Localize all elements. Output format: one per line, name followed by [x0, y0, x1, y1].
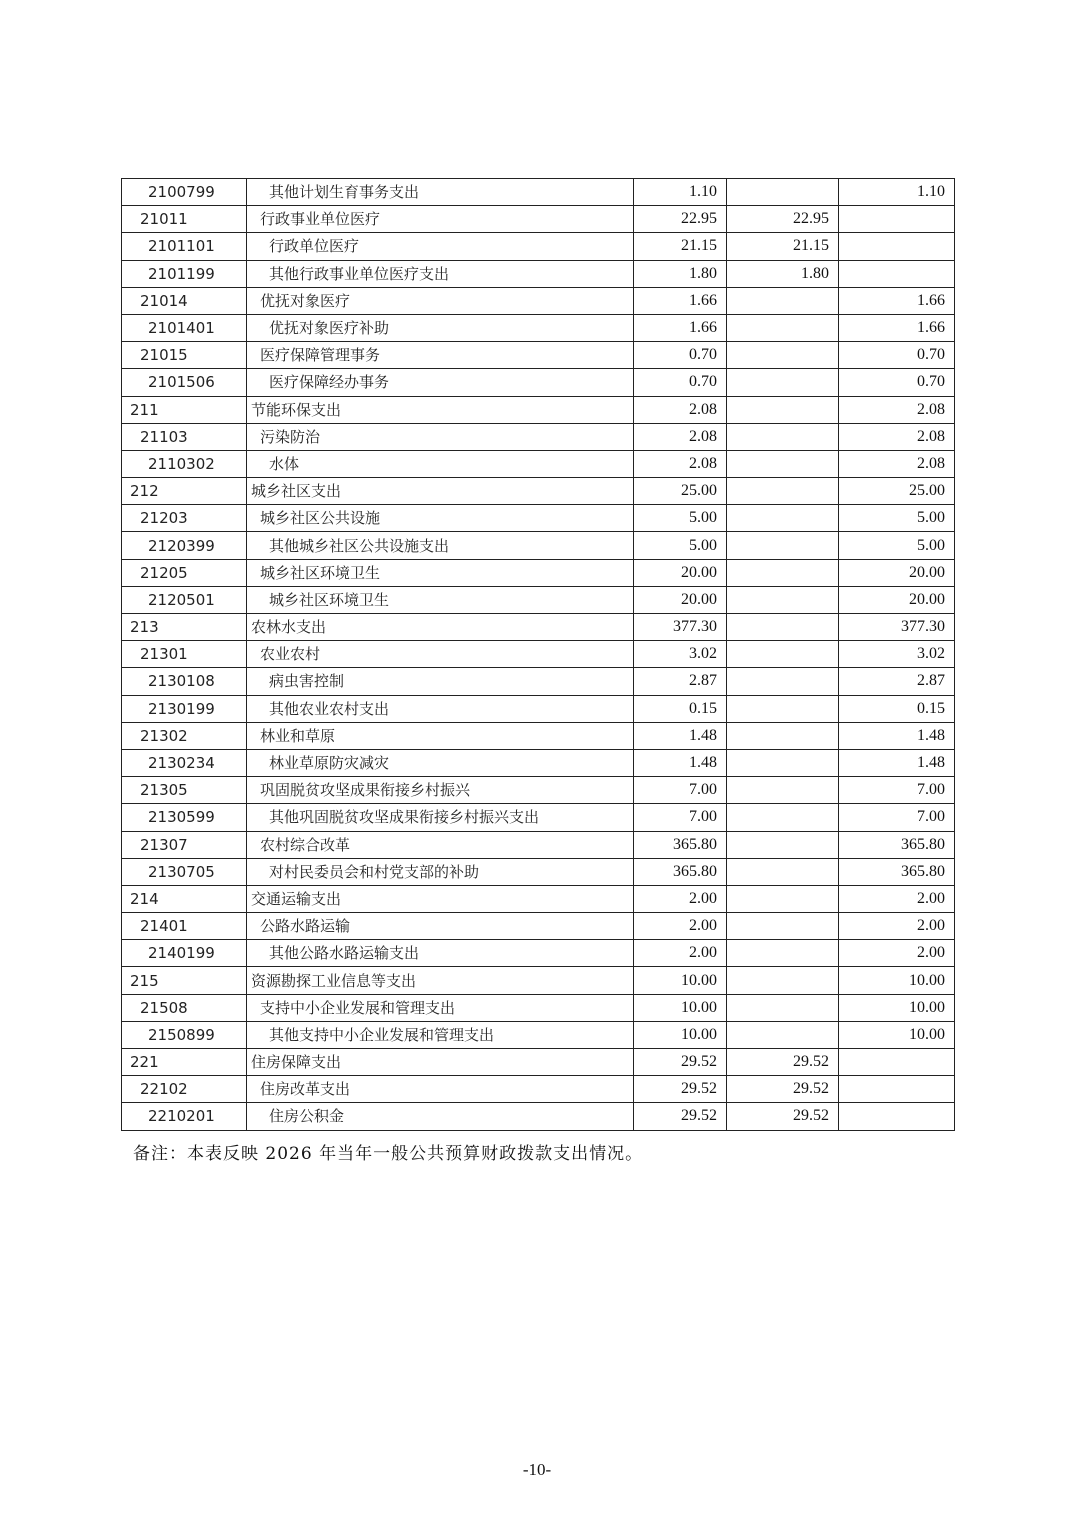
- project-expenditure-cell: 2.00: [839, 885, 955, 912]
- project-expenditure-cell: 377.30: [839, 614, 955, 641]
- basic-expenditure-cell: 29.52: [727, 1103, 839, 1130]
- total-amount-cell: 5.00: [634, 532, 727, 559]
- subject-code-cell: 215: [122, 967, 247, 994]
- subject-name-cell: 行政事业单位医疗: [247, 206, 634, 233]
- subject-name-cell: 巩固脱贫攻坚成果衔接乡村振兴: [247, 777, 634, 804]
- subject-name-cell: 其他城乡社区公共设施支出: [247, 532, 634, 559]
- subject-code-cell: 21011: [122, 206, 247, 233]
- total-amount-cell: 2.87: [634, 668, 727, 695]
- total-amount-cell: 5.00: [634, 505, 727, 532]
- table-row: [122, 478, 955, 505]
- subject-name-cell: 优抚对象医疗补助: [247, 314, 634, 341]
- subject-code-cell: 2120399: [122, 532, 247, 559]
- subject-code-cell: 21014: [122, 287, 247, 314]
- subject-code-cell: 21305: [122, 777, 247, 804]
- subject-code-cell: 2140199: [122, 940, 247, 967]
- subject-code-cell: 2101506: [122, 369, 247, 396]
- project-expenditure-cell: 3.02: [839, 641, 955, 668]
- subject-code-cell: 2130705: [122, 858, 247, 885]
- total-amount-cell: 0.70: [634, 369, 727, 396]
- subject-name-cell: 城乡社区环境卫生: [247, 559, 634, 586]
- total-amount-cell: 10.00: [634, 967, 727, 994]
- basic-expenditure-cell: 22.95: [727, 206, 839, 233]
- basic-expenditure-cell: [727, 722, 839, 749]
- total-amount-cell: 3.02: [634, 641, 727, 668]
- subject-name-cell: 对村民委员会和村党支部的补助: [247, 858, 634, 885]
- total-amount-cell: 1.80: [634, 260, 727, 287]
- subject-name-cell: 住房改革支出: [247, 1076, 634, 1103]
- subject-name-cell: 优抚对象医疗: [247, 287, 634, 314]
- table-row: [122, 314, 955, 341]
- basic-expenditure-cell: [727, 179, 839, 206]
- project-expenditure-cell: [839, 1049, 955, 1076]
- subject-code-cell: 212: [122, 478, 247, 505]
- subject-name-cell: 城乡社区支出: [247, 478, 634, 505]
- subject-code-cell: 2130108: [122, 668, 247, 695]
- basic-expenditure-cell: [727, 967, 839, 994]
- project-expenditure-cell: 10.00: [839, 1021, 955, 1048]
- subject-code-cell: 2110302: [122, 450, 247, 477]
- subject-code-cell: 2120501: [122, 586, 247, 613]
- subject-name-cell: 住房公积金: [247, 1103, 634, 1130]
- project-expenditure-cell: [839, 260, 955, 287]
- project-expenditure-cell: 2.08: [839, 450, 955, 477]
- project-expenditure-cell: 1.10: [839, 179, 955, 206]
- basic-expenditure-cell: [727, 314, 839, 341]
- subject-name-cell: 其他巩固脱贫攻坚成果衔接乡村振兴支出: [247, 804, 634, 831]
- table-row: [122, 913, 955, 940]
- table-row: [122, 559, 955, 586]
- total-amount-cell: 29.52: [634, 1103, 727, 1130]
- project-expenditure-cell: 1.66: [839, 314, 955, 341]
- table-row: [122, 369, 955, 396]
- subject-code-cell: 2210201: [122, 1103, 247, 1130]
- table-row: [122, 1021, 955, 1048]
- subject-code-cell: 21307: [122, 831, 247, 858]
- basic-expenditure-cell: [727, 858, 839, 885]
- subject-name-cell: 交通运输支出: [247, 885, 634, 912]
- basic-expenditure-cell: [727, 831, 839, 858]
- project-expenditure-cell: [839, 1076, 955, 1103]
- table-row: [122, 858, 955, 885]
- basic-expenditure-cell: [727, 1021, 839, 1048]
- basic-expenditure-cell: [727, 559, 839, 586]
- table-row: [122, 940, 955, 967]
- subject-code-cell: 2130199: [122, 695, 247, 722]
- total-amount-cell: 2.00: [634, 913, 727, 940]
- subject-code-cell: 21508: [122, 994, 247, 1021]
- total-amount-cell: 0.70: [634, 342, 727, 369]
- project-expenditure-cell: 2.00: [839, 913, 955, 940]
- subject-code-cell: 21401: [122, 913, 247, 940]
- project-expenditure-cell: 7.00: [839, 804, 955, 831]
- project-expenditure-cell: 1.66: [839, 287, 955, 314]
- project-expenditure-cell: 10.00: [839, 967, 955, 994]
- basic-expenditure-cell: [727, 940, 839, 967]
- table-row: [122, 1103, 955, 1130]
- subject-name-cell: 林业和草原: [247, 722, 634, 749]
- table-row: [122, 423, 955, 450]
- total-amount-cell: 10.00: [634, 994, 727, 1021]
- table-row: [122, 777, 955, 804]
- subject-code-cell: 21203: [122, 505, 247, 532]
- project-expenditure-cell: 2.87: [839, 668, 955, 695]
- basic-expenditure-cell: 21.15: [727, 233, 839, 260]
- table-row: [122, 1049, 955, 1076]
- basic-expenditure-cell: [727, 641, 839, 668]
- basic-expenditure-cell: [727, 994, 839, 1021]
- subject-code-cell: 21301: [122, 641, 247, 668]
- table-row: [122, 532, 955, 559]
- subject-code-cell: 21103: [122, 423, 247, 450]
- basic-expenditure-cell: [727, 342, 839, 369]
- project-expenditure-cell: 0.70: [839, 369, 955, 396]
- subject-code-cell: 211: [122, 396, 247, 423]
- basic-expenditure-cell: [727, 749, 839, 776]
- table-row: [122, 450, 955, 477]
- total-amount-cell: 1.66: [634, 287, 727, 314]
- total-amount-cell: 1.48: [634, 749, 727, 776]
- table-row: [122, 695, 955, 722]
- basic-expenditure-cell: [727, 695, 839, 722]
- subject-code-cell: 2101101: [122, 233, 247, 260]
- basic-expenditure-cell: 29.52: [727, 1076, 839, 1103]
- table-row: [122, 179, 955, 206]
- basic-expenditure-cell: [727, 532, 839, 559]
- basic-expenditure-cell: [727, 505, 839, 532]
- basic-expenditure-cell: [727, 586, 839, 613]
- basic-expenditure-cell: [727, 478, 839, 505]
- project-expenditure-cell: 5.00: [839, 532, 955, 559]
- budget-expenditure-table: [121, 178, 955, 1131]
- table-row: [122, 831, 955, 858]
- subject-name-cell: 病虫害控制: [247, 668, 634, 695]
- subject-name-cell: 医疗保障管理事务: [247, 342, 634, 369]
- subject-name-cell: 支持中小企业发展和管理支出: [247, 994, 634, 1021]
- subject-name-cell: 农业农村: [247, 641, 634, 668]
- subject-name-cell: 林业草原防灾减灾: [247, 749, 634, 776]
- total-amount-cell: 1.66: [634, 314, 727, 341]
- total-amount-cell: 2.00: [634, 940, 727, 967]
- subject-name-cell: 住房保障支出: [247, 1049, 634, 1076]
- project-expenditure-cell: 2.08: [839, 396, 955, 423]
- total-amount-cell: 365.80: [634, 858, 727, 885]
- total-amount-cell: 22.95: [634, 206, 727, 233]
- total-amount-cell: 10.00: [634, 1021, 727, 1048]
- subject-name-cell: 其他行政事业单位医疗支出: [247, 260, 634, 287]
- basic-expenditure-cell: 1.80: [727, 260, 839, 287]
- subject-name-cell: 公路水路运输: [247, 913, 634, 940]
- subject-code-cell: 2130599: [122, 804, 247, 831]
- table-row: [122, 396, 955, 423]
- table-row: [122, 641, 955, 668]
- subject-name-cell: 节能环保支出: [247, 396, 634, 423]
- total-amount-cell: 1.10: [634, 179, 727, 206]
- project-expenditure-cell: 365.80: [839, 858, 955, 885]
- total-amount-cell: 29.52: [634, 1076, 727, 1103]
- project-expenditure-cell: 20.00: [839, 559, 955, 586]
- subject-code-cell: 2100799: [122, 179, 247, 206]
- subject-name-cell: 水体: [247, 450, 634, 477]
- subject-name-cell: 其他计划生育事务支出: [247, 179, 634, 206]
- project-expenditure-cell: [839, 206, 955, 233]
- basic-expenditure-cell: [727, 913, 839, 940]
- table-row: [122, 1076, 955, 1103]
- project-expenditure-cell: 1.48: [839, 749, 955, 776]
- subject-code-cell: 22102: [122, 1076, 247, 1103]
- page-number: -10-: [522, 1460, 552, 1479]
- basic-expenditure-cell: [727, 777, 839, 804]
- subject-name-cell: 农林水支出: [247, 614, 634, 641]
- subject-name-cell: 城乡社区公共设施: [247, 505, 634, 532]
- subject-name-cell: 其他农业农村支出: [247, 695, 634, 722]
- table-row: [122, 668, 955, 695]
- total-amount-cell: 21.15: [634, 233, 727, 260]
- subject-code-cell: 213: [122, 614, 247, 641]
- basic-expenditure-cell: [727, 369, 839, 396]
- basic-expenditure-cell: [727, 450, 839, 477]
- project-expenditure-cell: 0.15: [839, 695, 955, 722]
- basic-expenditure-cell: [727, 396, 839, 423]
- table-row: [122, 233, 955, 260]
- table-row: [122, 260, 955, 287]
- table-row: [122, 505, 955, 532]
- total-amount-cell: 0.15: [634, 695, 727, 722]
- subject-code-cell: 2130234: [122, 749, 247, 776]
- total-amount-cell: 377.30: [634, 614, 727, 641]
- subject-code-cell: 21302: [122, 722, 247, 749]
- subject-name-cell: 行政单位医疗: [247, 233, 634, 260]
- basic-expenditure-cell: [727, 614, 839, 641]
- total-amount-cell: 7.00: [634, 777, 727, 804]
- table-row: [122, 206, 955, 233]
- basic-expenditure-cell: [727, 423, 839, 450]
- subject-code-cell: 2150899: [122, 1021, 247, 1048]
- project-expenditure-cell: 0.70: [839, 342, 955, 369]
- total-amount-cell: 2.08: [634, 450, 727, 477]
- total-amount-cell: 2.08: [634, 423, 727, 450]
- subject-code-cell: 214: [122, 885, 247, 912]
- subject-name-cell: 其他支持中小企业发展和管理支出: [247, 1021, 634, 1048]
- table-row: [122, 614, 955, 641]
- subject-name-cell: 城乡社区环境卫生: [247, 586, 634, 613]
- total-amount-cell: 20.00: [634, 559, 727, 586]
- table-row: [122, 967, 955, 994]
- basic-expenditure-cell: [727, 885, 839, 912]
- table-row: [122, 804, 955, 831]
- subject-name-cell: 其他公路水路运输支出: [247, 940, 634, 967]
- total-amount-cell: 2.00: [634, 885, 727, 912]
- table-row: [122, 994, 955, 1021]
- table-row: [122, 749, 955, 776]
- subject-code-cell: 2101199: [122, 260, 247, 287]
- project-expenditure-cell: 2.08: [839, 423, 955, 450]
- table-row: [122, 342, 955, 369]
- total-amount-cell: 7.00: [634, 804, 727, 831]
- table-note: 备注：本表反映 2026 年当年一般公共预算财政拨款支出情况。: [133, 1144, 644, 1164]
- total-amount-cell: 365.80: [634, 831, 727, 858]
- project-expenditure-cell: 1.48: [839, 722, 955, 749]
- subject-name-cell: 污染防治: [247, 423, 634, 450]
- subject-name-cell: 农村综合改革: [247, 831, 634, 858]
- project-expenditure-cell: [839, 1103, 955, 1130]
- subject-code-cell: 21015: [122, 342, 247, 369]
- total-amount-cell: 29.52: [634, 1049, 727, 1076]
- subject-name-cell: 医疗保障经办事务: [247, 369, 634, 396]
- table-body: [122, 179, 955, 1131]
- project-expenditure-cell: [839, 233, 955, 260]
- subject-code-cell: 2101401: [122, 314, 247, 341]
- basic-expenditure-cell: 29.52: [727, 1049, 839, 1076]
- project-expenditure-cell: 7.00: [839, 777, 955, 804]
- subject-name-cell: 资源勘探工业信息等支出: [247, 967, 634, 994]
- total-amount-cell: 1.48: [634, 722, 727, 749]
- project-expenditure-cell: 5.00: [839, 505, 955, 532]
- total-amount-cell: 25.00: [634, 478, 727, 505]
- total-amount-cell: 2.08: [634, 396, 727, 423]
- table-row: [122, 722, 955, 749]
- project-expenditure-cell: 10.00: [839, 994, 955, 1021]
- table-row: [122, 885, 955, 912]
- total-amount-cell: 20.00: [634, 586, 727, 613]
- project-expenditure-cell: 25.00: [839, 478, 955, 505]
- basic-expenditure-cell: [727, 287, 839, 314]
- project-expenditure-cell: 365.80: [839, 831, 955, 858]
- project-expenditure-cell: 2.00: [839, 940, 955, 967]
- table-row: [122, 586, 955, 613]
- project-expenditure-cell: 20.00: [839, 586, 955, 613]
- subject-code-cell: 21205: [122, 559, 247, 586]
- basic-expenditure-cell: [727, 804, 839, 831]
- subject-code-cell: 221: [122, 1049, 247, 1076]
- table-row: [122, 287, 955, 314]
- basic-expenditure-cell: [727, 668, 839, 695]
